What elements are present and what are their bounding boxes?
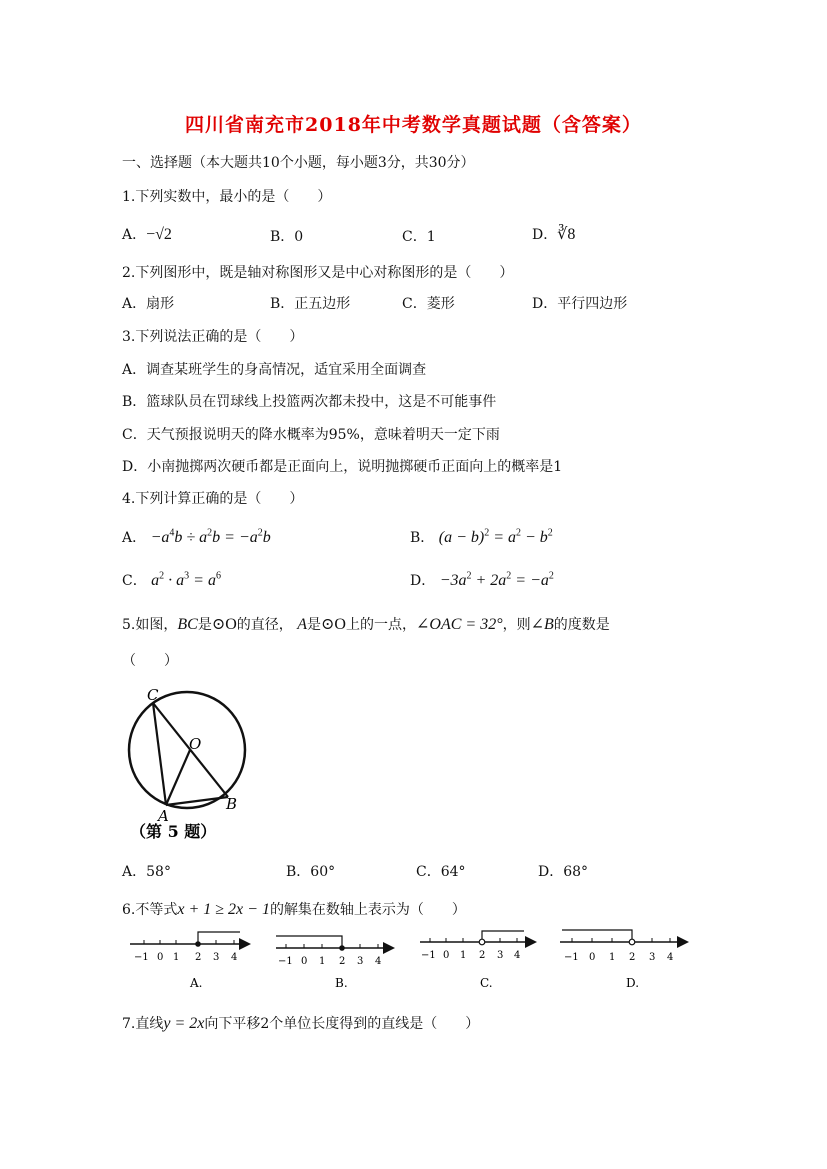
label-c: C: [147, 686, 159, 704]
q6-stem: 6.不等式x + 1 ≥ 2x − 1的解集在数轴上表示为（ ）: [122, 901, 466, 918]
figure-caption: （第 5 题）: [130, 822, 217, 841]
q6-number-lines: [120, 920, 700, 995]
svg-text:1: 1: [173, 952, 180, 963]
label-d: D.: [626, 976, 640, 990]
number-line-c: [420, 931, 534, 990]
q5-option-c: C．64°: [416, 864, 466, 880]
q3-option-a: A．调查某班学生的身高情况，适宜采用全面调查: [122, 362, 427, 378]
radius-oa: [166, 750, 190, 805]
q1-option-c: C．1: [402, 229, 436, 245]
svg-text:2: 2: [479, 950, 486, 961]
q4-option-a: A． $-a^4b \div a^2b = -a^2b$: [122, 527, 271, 546]
number-line-d: [560, 930, 686, 990]
svg-text:2: 2: [195, 952, 202, 963]
q5-option-d: D．68°: [538, 864, 589, 880]
svg-text:−1: −1: [278, 956, 293, 967]
svg-text:4: 4: [375, 956, 382, 967]
label-c: C.: [480, 976, 493, 990]
svg-text:1: 1: [609, 952, 616, 963]
q1-option-b: B．0: [270, 229, 304, 245]
q1-option-a: A．−√2: [122, 226, 172, 243]
q5-option-a: A．58°: [122, 864, 171, 880]
svg-text:−1: −1: [421, 950, 436, 961]
q3-option-d: D．小南抛掷两次硬币都是正面向上，说明抛掷硬币正面向上的概率是1: [122, 459, 563, 475]
svg-text:0: 0: [589, 952, 596, 963]
label-a: A: [158, 807, 169, 825]
number-line-a: [130, 932, 248, 990]
q2-option-c: C．菱形: [402, 296, 455, 312]
q2-stem: 2.下列图形中，既是轴对称图形又是中心对称图形的是（ ）: [122, 265, 514, 281]
chord-ab: [166, 797, 228, 805]
svg-text:3: 3: [497, 950, 504, 961]
svg-text:4: 4: [231, 952, 238, 963]
svg-text:0: 0: [443, 950, 450, 961]
label-b: B.: [335, 976, 348, 990]
q4-option-c: C． $a^2 \cdot a^3 = a^6$: [122, 570, 221, 589]
q4-option-b: B． $(a - b)^2 = a^2 - b^2$: [410, 527, 553, 546]
label-o: O: [189, 735, 202, 753]
svg-text:2: 2: [629, 952, 636, 963]
svg-text:4: 4: [514, 950, 521, 961]
label-a: A.: [190, 976, 203, 990]
q1-option-d: D．∛8: [532, 226, 576, 243]
q2-option-a: A．扇形: [122, 296, 175, 312]
q7-stem: 7.直线y = 2x向下平移2个单位长度得到的直线是（ ）: [122, 1015, 480, 1032]
q1-stem: 1.下列实数中，最小的是（ ）: [122, 189, 332, 205]
q5-stem: 5.如图，BC是⊙O的直径， A是⊙O上的一点，∠OAC = 32°，则∠B的度数是: [122, 616, 610, 633]
q5-circle-figure: [120, 680, 260, 845]
svg-text:−1: −1: [134, 952, 149, 963]
svg-text:0: 0: [157, 952, 164, 963]
svg-text:3: 3: [213, 952, 220, 963]
q3-option-b: B．篮球队员在罚球线上投篮两次都未投中，这是不可能事件: [122, 394, 497, 410]
label-b: B: [226, 795, 238, 813]
svg-text:3: 3: [357, 956, 364, 967]
q3-option-c: C．天气预报说明天的降水概率为95%，意味着明天一定下雨: [122, 427, 500, 443]
circle-o: [129, 692, 245, 808]
svg-text:1: 1: [319, 956, 326, 967]
svg-text:4: 4: [667, 952, 674, 963]
section-heading: 一、选择题（本大题共10个小题，每小题3分，共30分）: [122, 155, 475, 171]
svg-text:1: 1: [460, 950, 467, 961]
q4-stem: 4.下列计算正确的是（ ）: [122, 491, 304, 507]
q4-option-d: D． $-3a^2 + 2a^2 = -a^2$: [410, 570, 554, 589]
number-line-b: [276, 936, 392, 990]
q2-option-b: B．正五边形: [270, 296, 351, 312]
svg-text:0: 0: [301, 956, 308, 967]
q5-option-b: B．60°: [286, 864, 336, 880]
svg-text:3: 3: [649, 952, 656, 963]
q3-stem: 3.下列说法正确的是（ ）: [122, 329, 304, 345]
q5-paren: （ ）: [122, 653, 178, 669]
page-title: 四川省南充市2018年中考数学真题试题（含答案）: [185, 114, 642, 136]
svg-text:−1: −1: [564, 952, 579, 963]
q2-option-d: D．平行四边形: [532, 296, 628, 312]
svg-text:2: 2: [339, 956, 346, 967]
